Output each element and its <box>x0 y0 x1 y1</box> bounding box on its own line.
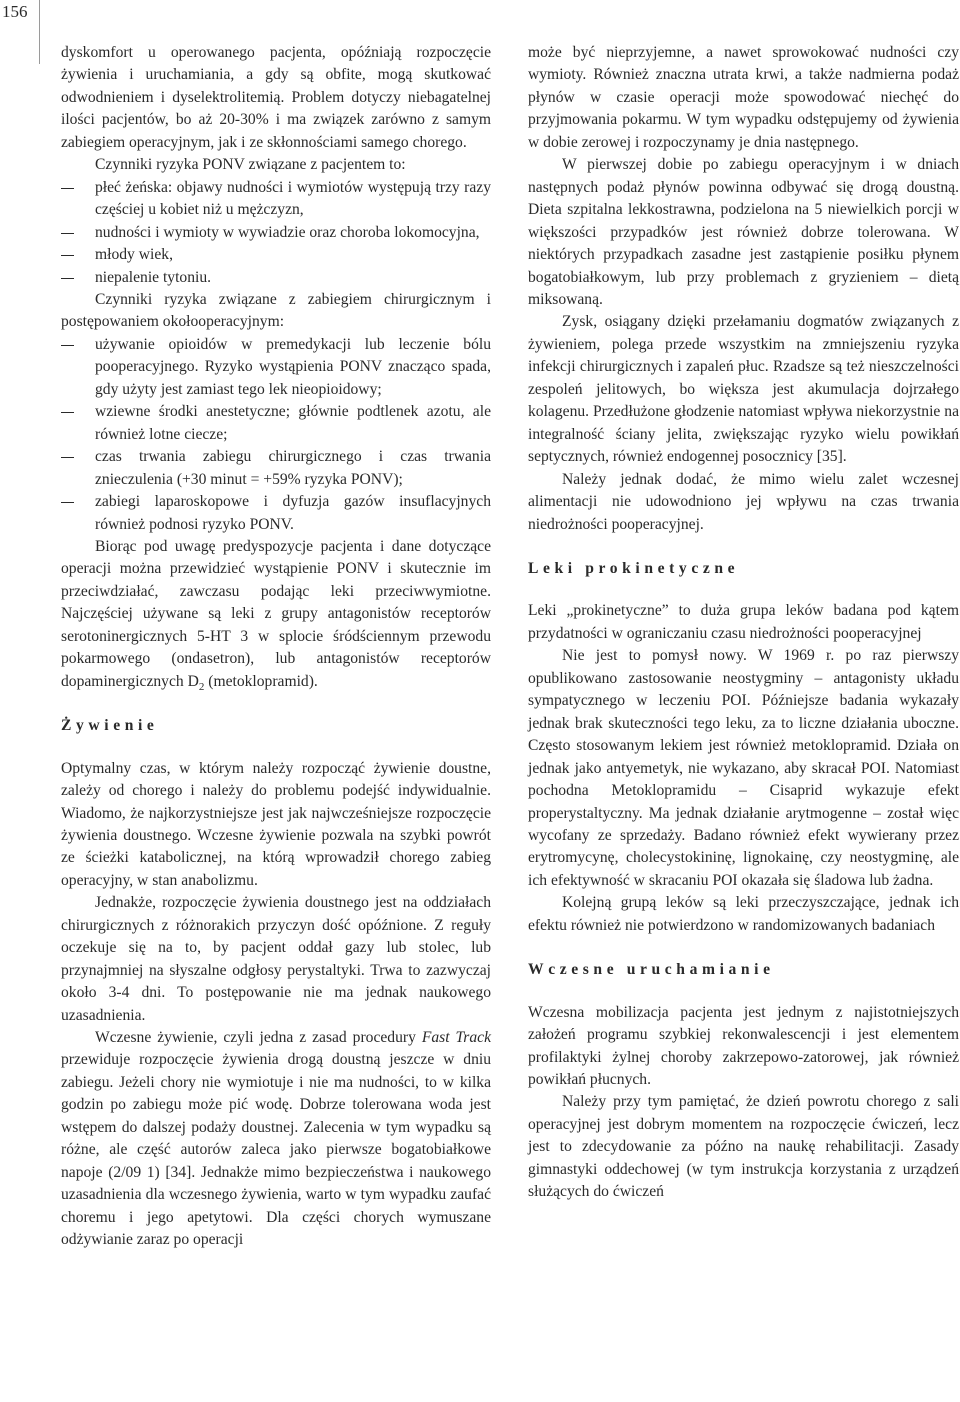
list-item: zabiegi laparoskopowe i dyfuzja gazów insuflacyjnych również podnosi ryzyko PONV. <box>61 491 491 536</box>
paragraph: Optymalny czas, w którym należy rozpocząć żywienie doustne, zależy od chorego i należy do problemu podejść indywidualnie. Wiadomo, że najkorzystniejsze jest jak najwcześniejsze rozpoczęcie żywienia doustnego. Wczesne żywienie pozwala na szybki powrót ze ścieżki katabolicznej, na którą wprowadził chorego zabieg operacyjny, w stan anabolizmu. <box>61 759 491 889</box>
text-run: Wczesne żywienie, czyli jedna z zasad procedury <box>95 1029 422 1047</box>
paragraph: Nie jest to pomysł nowy. W 1969 r. po raz pierwszy opublikowano zastosowanie neostygminy – antagonisty układu sympatycznego w leczeniu POI. Późniejsze badania wykazały jednak brak skuteczności tego leku, za to liczne działania uboczne. Często stosowanym lekiem jest również metoklopramid. Działa on jednak jako antyemetyk, nie wykazano, aby skracał POI. Natomiast pochodna Metoklopramidu – Cisaprid wykazuje efekt properystaltyczny. Ma jednak działanie arytmogenne – został więc wycofany ze sprzedaży. Badano również efekt wywierany przez erytromycynę, cholecystokininę, lignokainę, czy neostygminę, ale ich efektywność w skracaniu POI okazała się śladowa lub żadna. <box>528 647 959 889</box>
paragraph: Czynniki ryzyka związane z zabiegiem chirurgicznym i postępowaniem okołooperacyjnym: <box>61 290 491 331</box>
paragraph: Jednakże, rozpoczęcie żywienia doustnego jest na oddziałach chirurgicznych z różnorakich przyczyn dość opóźnione. Z reguły oczekuje się na to, by pacjent oddał gazy lub stolec, lub przynajmniej na słyszalne odgłosy perystaltyki. Trwa to zazwyczaj około 3-4 dni. To postępowanie nie ma jednak naukowego uzasadnienia. <box>61 894 491 1024</box>
right-column <box>528 42 959 1204</box>
paragraph: Wczesna mobilizacja pacjenta jest jednym z najistotniejszych założeń programu szybkiej rekonwalescencji i jest elementem profilaktyki żylnej choroby zakrzepowo-zatorowej, jak również powikłań płucnych. <box>528 1003 959 1089</box>
text-run: przewiduje rozpoczęcie żywienia drogą doustną jeszcze w dniu zabiegu. Jeżeli chory nie wymiotuje i nie ma nudności, to w kilka godzin po zabiegu może pić wodę. Dobrze tolerowana woda jest wstępem do dalszej podaży doustnej. Zalecenia w tym wypadku są różne, ale część autorów zaleca jako pierwsze bogatobiałkowe napoje (2/09 1) [34]. Jednakże mimo bezpieczeństwa i naukowego uzasadnienia dla wczesnego żywienia, warto w tym wypadku zaufać choremu i jego apetytowi. Dla części chorych wymuszane odżywianie zaraz po operacji <box>61 1051 491 1249</box>
subscript: 2 <box>198 680 205 693</box>
left-column <box>61 42 491 1252</box>
section-heading-leki: Leki prokinetyczne <box>528 559 740 577</box>
paragraph: Należy przy tym pamiętać, że dzień powrotu chorego z sali operacyjnej jest dobrym momentem na rozpoczęcie ćwiczeń, lecz jest to zdecydowanie za późno na naukę rehabilitacji. Zasady gimnastyki oddechowej (w tym instrukcja korzystania z urządzeń służących do ćwiczeń <box>528 1093 959 1201</box>
paragraph: Kolejną grupą leków są leki przeczyszczające, jednak ich efektu również nie potwierdzono w randomizowanych badaniach <box>528 894 959 934</box>
paragraph <box>61 536 491 693</box>
paragraph: Czynniki ryzyka PONV związane z pacjentem to: <box>95 156 406 174</box>
paragraph: dyskomfort u operowanego pacjenta, opóźniają rozpoczęcie żywienia i uruchamiania, a gdy są obfite, mogą skutkować odwodnieniem i dyselektrolitemią. Problem dotyczy niebagatelnej ilości pacjentów, bo aż 20-30% i ma związek zarówno z samym zabiegiem operacyjnym, jak i ze skłonnościami samego chorego. <box>61 44 491 151</box>
list-item: płeć żeńska: objawy nudności i wymiotów występują trzy razy częściej u kobiet niż u mężczyzn, <box>61 177 491 222</box>
paragraph: W pierwszej dobie po zabiegu operacyjnym i w dniach następnych podaż płynów powinna odbywać się drogą doustną. Dieta szpitalna lekkostrawna, podzielona na 5 niewielkich porcji w większości przypadków jest również dobrze tolerowana. W niektórych przypadkach zasadne jest zastąpienie posiłku płynem bogatobiałkowym, lub przy problemach z gryzieniem – dietą miksowaną. <box>528 156 959 308</box>
list-item: używanie opioidów w premedykacji lub leczenie bólu pooperacyjnego. Ryzyko wystąpienia PONV znacząco spada, gdy użyty jest zamiast tego lek nieopioidowy; <box>61 334 491 401</box>
text-run: Biorąc pod uwagę predyspozycje pacjenta i dane dotyczące operacji można przewidzieć wystąpienie PONV i skutecznie im przeciwdziałać, zawczasu podając leki przeciwwymiotne. Najczęściej używane są leki z grupy antagonistów receptorów serotoninergicznych 5-HT 3 w splocie śródściennym przewodu pokarmowego (ondasetron), lub antagonistów receptorów dopaminergicznych D <box>61 537 491 690</box>
surgery-risk-list <box>61 334 491 536</box>
paragraph <box>61 1027 491 1252</box>
page-number: 156 <box>0 0 40 64</box>
text-run: (metoklopramid). <box>204 672 318 690</box>
section-heading-uruchamianie: Wczesne uruchamianie <box>528 961 775 979</box>
paragraph: Należy jednak dodać, że mimo wielu zalet wczesnej alimentacji nie udowodniono jej wpływu na czas trwania niedrożności pooperacyjnej. <box>528 470 959 533</box>
list-item: wziewne środki anestetyczne; głównie podtlenek azotu, ale również lotne ciecze; <box>61 401 491 446</box>
section-heading-zywienie: Żywienie <box>61 717 159 735</box>
list-item: młody wiek, <box>61 244 491 266</box>
paragraph: Zysk, osiągany dzięki przełamaniu dogmatów związanych z żywieniem, polega przede wszystkim na zmniejszeniu ryzyka infekcji chirurgicznych i zapaleń płuc. Rzadsze są też nieszczelności zespoleń jelitowych, bo większa jest akumulacja dojrzałego kolagenu. Przedłużone głodzenie natomiast wpływa niekorzystnie na integralność ściany jelita, zwiększając ryzyko wielu powikłań septycznych, również endogennej posocznicy [35]. <box>528 313 959 466</box>
paragraph: może być nieprzyjemne, a nawet sprowokować nudności czy wymioty. Również znaczna utrata krwi, a także nadmierna podaż płynów w czasie operacji może spowodować niechęć do przyjmowania pokarmu. W tym wypadku odstępujemy od żywienia w dobie zerowej i rozpoczynamy je dnia następnego. <box>528 44 959 151</box>
paragraph: Leki „prokinetyczne” to duża grupa leków badana pod kątem przydatności w ograniczaniu czasu niedrożności pooperacyjnej <box>528 602 959 642</box>
list-item: nudności i wymioty w wywiadzie oraz choroba lokomocyjna, <box>61 222 491 244</box>
patient-risk-list <box>61 177 491 289</box>
emphasis: Fast Track <box>421 1029 491 1047</box>
list-item: niepalenie tytoniu. <box>61 267 491 289</box>
list-item: czas trwania zabiegu chirurgicznego i czas trwania znieczulenia (+30 minut = +59% ryzyka PONV); <box>61 446 491 491</box>
